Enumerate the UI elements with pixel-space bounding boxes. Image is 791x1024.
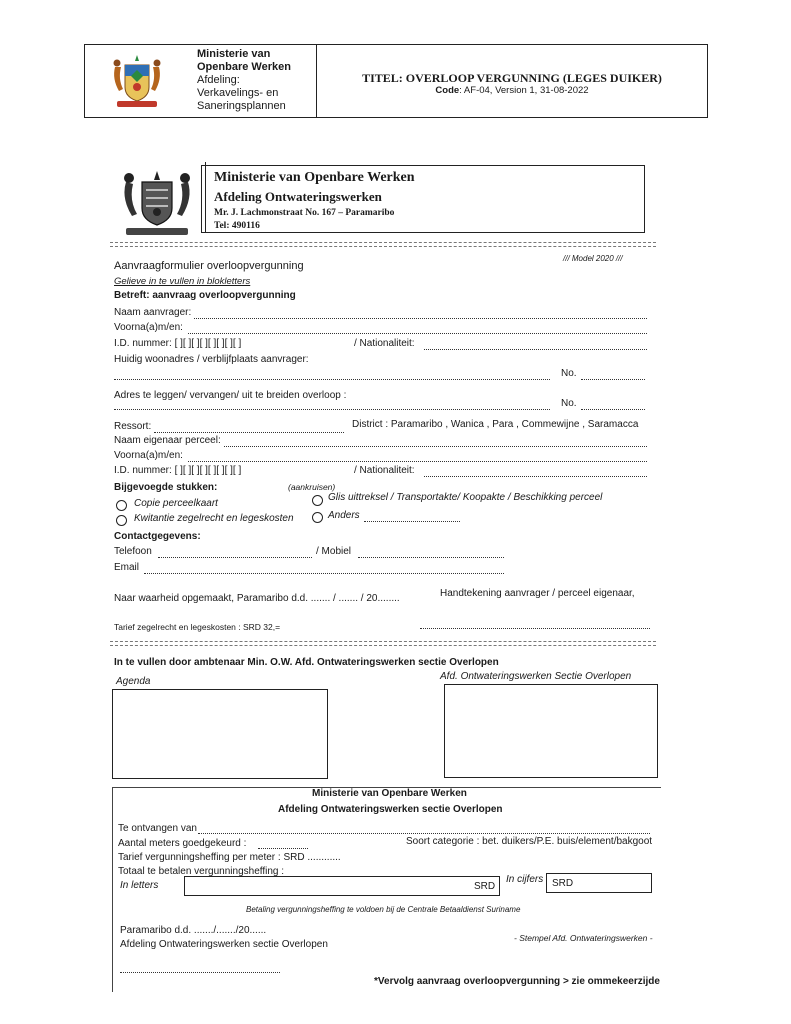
signature-label: Handtekening aanvrager / perceel eigenaar,: [440, 588, 635, 599]
attachment-option-4: Anders: [328, 510, 360, 521]
separator-line: [110, 641, 656, 642]
owner-first-names-label: Voorna(a)m/en:: [114, 450, 183, 461]
header-organization: [197, 48, 315, 113]
letterhead-rule: [205, 162, 206, 233]
coat-of-arms-logo: [114, 170, 200, 238]
phone-label: Telefoon: [114, 546, 152, 557]
section-stamp-box[interactable]: [444, 684, 658, 778]
document-header: [84, 44, 708, 118]
resort-field[interactable]: [154, 432, 344, 433]
separator-line: [110, 246, 656, 247]
resort-label: Ressort:: [114, 421, 152, 432]
attachment-checkbox-3[interactable]: [116, 515, 127, 526]
receipt-department: Afdeling Ontwateringswerken sectie Overlopen: [278, 804, 503, 815]
continuation-note: *Vervolg aanvraag overloopvergunning > zie ommekeerzijde: [374, 976, 660, 987]
section-box-label: Afd. Ontwateringswerken Sectie Overlopen: [440, 671, 632, 682]
in-letters-label: In letters: [120, 880, 159, 891]
first-names-label: Voorna(a)m/en:: [114, 322, 183, 333]
code-value: : AF-04, Version 1, 31-08-2022: [459, 85, 589, 96]
levy-rate-label: Tarief vergunningsheffing per meter : SRD ............: [118, 852, 341, 863]
fee-text: Tarief zegelrecht en legeskosten : SRD 32,=: [114, 622, 281, 632]
subject-line: Betreft: aanvraag overloopvergunning: [114, 290, 296, 301]
owner-first-names-field[interactable]: [188, 461, 647, 462]
owner-id-number-field[interactable]: I.D. nummer: [ ][ ][ ][ ][ ][ ][ ][ ]: [114, 465, 242, 476]
amount-in-letters-field[interactable]: [184, 876, 500, 896]
house-number-field[interactable]: [581, 379, 645, 380]
org-line: Afdeling:: [197, 74, 240, 86]
owner-name-field[interactable]: [224, 446, 647, 447]
overflow-address-field[interactable]: [114, 409, 550, 410]
first-names-field[interactable]: [188, 333, 647, 334]
receipt-signature-field[interactable]: [120, 972, 280, 973]
check-hint: (aankruisen): [288, 482, 336, 492]
total-levy-label: Totaal te betalen vergunningsheffing :: [118, 866, 285, 877]
org-line: Ministerie van: [197, 48, 271, 60]
owner-nationality-field[interactable]: [424, 476, 647, 477]
signature-field[interactable]: [420, 628, 650, 629]
letterhead-department: Afdeling Ontwateringswerken: [214, 189, 382, 204]
email-label: Email: [114, 562, 140, 573]
phone-field[interactable]: [158, 557, 312, 558]
coat-of-arms-logo: [107, 51, 167, 111]
mobile-field[interactable]: [358, 557, 504, 558]
overflow-address-label: Adres te leggen/ vervangen/ uit te breiden overloop :: [114, 390, 347, 401]
org-line: Verkavelings- en: [197, 87, 279, 99]
applicant-name-label: Naam aanvrager:: [114, 307, 192, 318]
attachment-checkbox-4[interactable]: [312, 512, 323, 523]
attachment-option-1: Copie perceelkaart: [134, 498, 218, 509]
srd-label: SRD: [552, 878, 574, 889]
agenda-label: Agenda: [116, 676, 151, 687]
meters-field[interactable]: [258, 848, 308, 849]
model-label: /// Model 2020 ///: [563, 254, 623, 263]
meters-label: Aantal meters goedgekeurd :: [118, 838, 247, 849]
receipt-ministry: Ministerie van Openbare Werken: [312, 788, 467, 799]
declaration-text: Naar waarheid opgemaakt, Paramaribo d.d. ....... / ....... / 20........: [114, 593, 400, 604]
attachment-checkbox-1[interactable]: [116, 500, 127, 511]
residence-address-label: Huidig woonadres / verblijfplaats aanvrager:: [114, 354, 309, 365]
receipt-date: Paramaribo d.d. ......./......./20......: [120, 925, 267, 936]
letterhead-ministry: Ministerie van Openbare Werken: [214, 170, 415, 185]
org-line: Saneringsplannen: [197, 100, 286, 112]
attachment-option-3: Kwitantie zegelrecht en legeskosten: [134, 513, 294, 524]
receive-from-label: Te ontvangen van: [118, 823, 197, 834]
residence-address-field[interactable]: [114, 379, 550, 380]
contact-label: Contactgegevens:: [114, 531, 201, 542]
form-title: Aanvraagformulier overloopvergunning: [114, 260, 304, 272]
agenda-box[interactable]: [112, 689, 328, 779]
payment-note: Betaling vergunningsheffing te voldoen bij de Centrale Betaaldienst Suriname: [246, 905, 521, 914]
district-options[interactable]: District : Paramaribo , Wanica , Para , Commewijne , Saramacca: [352, 419, 639, 430]
application-form: [106, 150, 666, 1000]
mobile-label: / Mobiel: [316, 546, 352, 557]
receipt-department-label: Afdeling Ontwateringswerken sectie Overlopen: [120, 939, 328, 950]
applicant-name-field[interactable]: [194, 318, 647, 319]
srd-label: SRD: [474, 881, 496, 892]
receive-from-field[interactable]: [198, 833, 650, 834]
document-title: TITEL: OVERLOOP VERGUNNING (LEGES DUIKER): [362, 71, 662, 85]
nationality-field[interactable]: [424, 349, 647, 350]
owner-nationality-label: / Nationaliteit:: [354, 465, 415, 476]
document-code: [317, 85, 707, 96]
overflow-number-label: No.: [561, 398, 577, 409]
org-line: Openbare Werken: [197, 61, 291, 73]
stamp-label: - Stempel Afd. Ontwateringswerken -: [514, 933, 653, 943]
nationality-label: / Nationaliteit:: [354, 338, 415, 349]
id-number-field[interactable]: I.D. nummer: [ ][ ][ ][ ][ ][ ][ ][ ]: [114, 338, 242, 349]
category-label: Soort categorie : bet. duikers/P.E. buis/element/bakgoot: [406, 836, 653, 847]
house-number-label: No.: [561, 368, 577, 379]
letterhead-address: Mr. J. Lachmonstraat No. 167 – Paramaribo: [214, 208, 395, 218]
owner-name-label: Naam eigenaar perceel:: [114, 435, 221, 446]
separator-line: [110, 645, 656, 646]
email-field[interactable]: [144, 573, 504, 574]
attachment-other-field[interactable]: [364, 521, 460, 522]
in-figures-label: In cijfers: [506, 874, 544, 885]
instruction-text: Gelieve in te vullen in blokletters: [114, 276, 251, 287]
overflow-number-field[interactable]: [581, 409, 645, 410]
letterhead-phone: Tel: 490116: [214, 221, 260, 231]
attachment-checkbox-2[interactable]: [312, 495, 323, 506]
official-section-title: In te vullen door ambtenaar Min. O.W. Afd. Ontwateringswerken sectie Overlopen: [114, 657, 499, 668]
code-label: Code: [435, 85, 460, 96]
attachment-option-2: Glis uittreksel / Transportakte/ Koopakte / Beschikking perceel: [328, 492, 603, 503]
separator-line: [110, 242, 656, 243]
attachments-label: Bijgevoegde stukken:: [114, 482, 218, 493]
